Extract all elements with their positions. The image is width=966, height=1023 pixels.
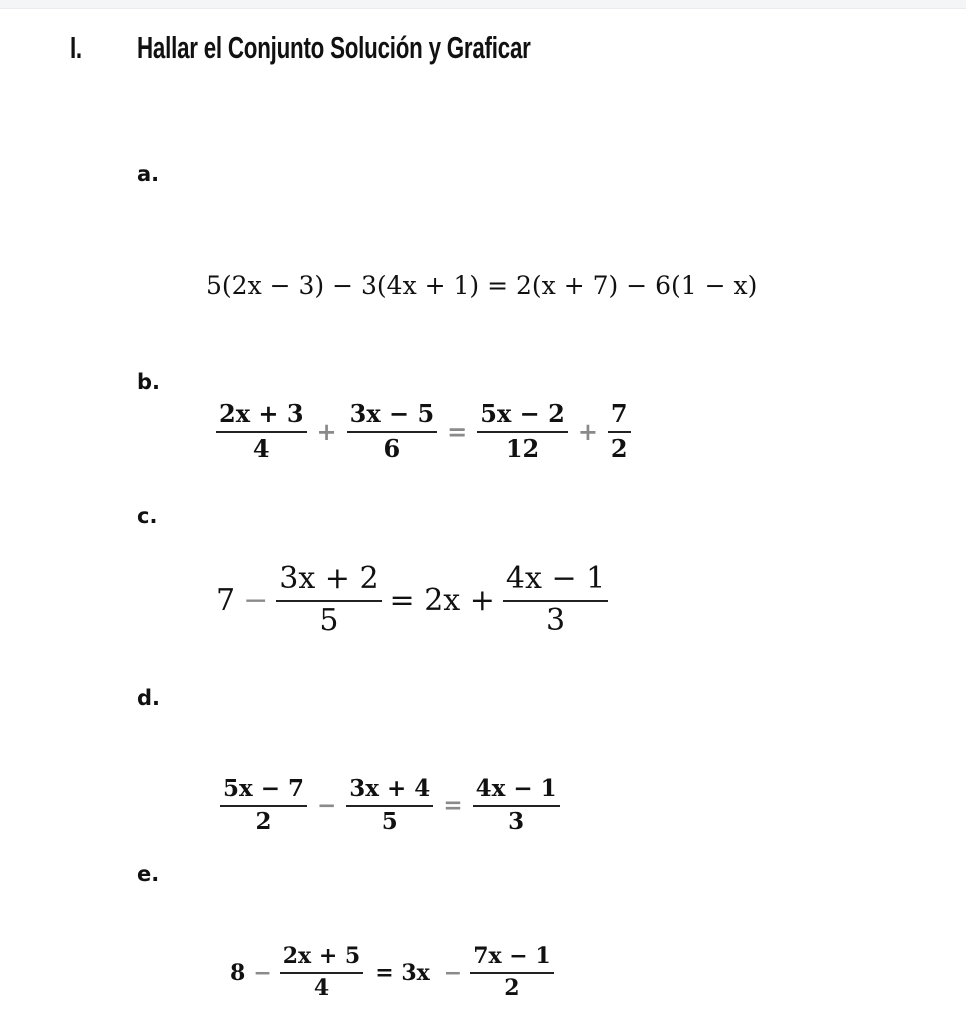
fraction-denominator: 12 bbox=[505, 433, 540, 463]
section-title: Hallar el Conjunto Solución y Graficar bbox=[137, 30, 531, 65]
equation-constant: 7 bbox=[216, 582, 236, 618]
problem-a-equation-text: 5(2x − 3) − 3(4x + 1) = 2(x + 7) − 6(1 − x) bbox=[206, 271, 758, 300]
fraction-denominator: 5 bbox=[319, 602, 339, 638]
fraction-bar bbox=[347, 431, 438, 433]
section-number: I. bbox=[70, 30, 82, 65]
problem-d-fraction-3 bbox=[473, 776, 560, 836]
fraction-denominator: 4 bbox=[252, 433, 270, 463]
problem-b-equation bbox=[216, 400, 631, 462]
fraction-bar bbox=[473, 805, 560, 807]
fraction-bar bbox=[220, 805, 307, 807]
problem-c-equation bbox=[216, 562, 608, 638]
problem-b-fraction-4 bbox=[608, 400, 631, 462]
equation-middle-term: = 2x + bbox=[389, 582, 495, 618]
operator-plus: + bbox=[577, 416, 598, 446]
fraction-numerator: 5x − 2 bbox=[480, 399, 565, 428]
problem-c-fraction-1 bbox=[276, 562, 381, 638]
fraction-numerator: 2x + 5 bbox=[282, 943, 361, 969]
operator-minus: − bbox=[443, 959, 463, 986]
fraction-denominator: 4 bbox=[313, 975, 330, 1002]
fraction-numerator: 3x + 4 bbox=[349, 775, 431, 802]
fraction-numerator: 4x − 1 bbox=[505, 561, 606, 596]
fraction-denominator: 2 bbox=[255, 808, 272, 836]
problem-b-fraction-3 bbox=[477, 400, 568, 462]
fraction-numerator: 5x − 7 bbox=[223, 775, 305, 802]
fraction-numerator: 7 bbox=[610, 399, 628, 428]
problem-b-fraction-1 bbox=[216, 400, 307, 462]
page-top-border bbox=[0, 0, 966, 9]
problem-c-label: c. bbox=[137, 504, 158, 528]
problem-b-fraction-2 bbox=[347, 400, 438, 462]
fraction-bar bbox=[503, 600, 608, 602]
problem-e-fraction-1 bbox=[280, 944, 363, 1002]
problem-d-fraction-2 bbox=[346, 776, 433, 836]
fraction-numerator: 7x − 1 bbox=[473, 943, 551, 969]
fraction-bar bbox=[477, 431, 568, 433]
operator-minus: − bbox=[317, 792, 337, 820]
operator-equals: = bbox=[443, 792, 463, 820]
fraction-denominator: 3 bbox=[546, 602, 566, 638]
fraction-denominator: 2 bbox=[504, 975, 520, 1002]
problem-a-equation bbox=[206, 271, 757, 300]
fraction-numerator: 3x − 5 bbox=[349, 399, 435, 428]
operator-minus: − bbox=[243, 582, 269, 618]
problem-e-equation bbox=[230, 944, 554, 1002]
problem-d-fraction-1 bbox=[220, 776, 307, 836]
fraction-bar bbox=[280, 972, 363, 974]
problem-a-label: a. bbox=[137, 162, 160, 186]
equation-constant: 8 bbox=[230, 959, 246, 986]
fraction-denominator: 6 bbox=[383, 433, 401, 463]
equation-middle-term: = 3x bbox=[375, 959, 430, 986]
problem-d-label: d. bbox=[137, 686, 161, 710]
fraction-denominator: 2 bbox=[610, 433, 628, 463]
fraction-bar bbox=[470, 972, 553, 974]
problem-e-fraction-2 bbox=[470, 944, 553, 1002]
fraction-numerator: 2x + 3 bbox=[219, 399, 304, 428]
fraction-numerator: 3x + 2 bbox=[279, 561, 379, 596]
fraction-denominator: 3 bbox=[508, 808, 525, 836]
problem-e-label: e. bbox=[137, 862, 160, 886]
problem-b-label: b. bbox=[137, 370, 161, 394]
fraction-bar bbox=[346, 805, 433, 807]
operator-minus: − bbox=[253, 959, 272, 986]
fraction-numerator: 4x − 1 bbox=[475, 775, 557, 802]
problem-d-equation bbox=[220, 776, 560, 836]
problem-c-fraction-2 bbox=[503, 562, 608, 638]
operator-equals: = bbox=[447, 416, 468, 446]
fraction-bar bbox=[216, 431, 307, 433]
operator-plus: + bbox=[316, 416, 337, 446]
fraction-denominator: 5 bbox=[381, 808, 398, 836]
fraction-bar bbox=[276, 600, 381, 602]
fraction-bar bbox=[608, 431, 631, 433]
